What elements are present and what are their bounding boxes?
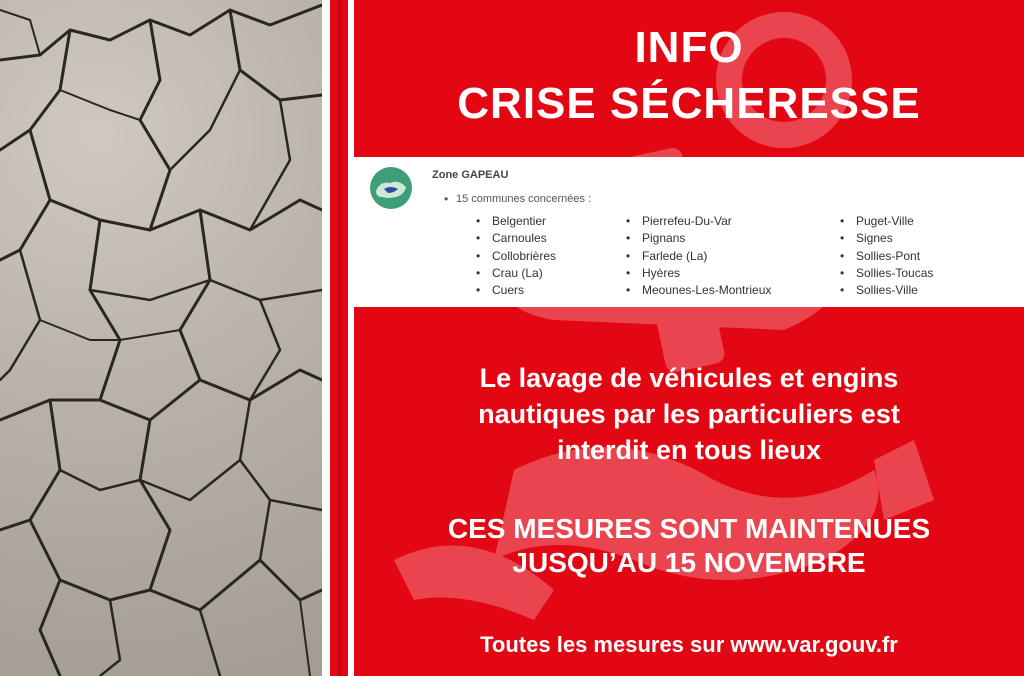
zone-map-logo-icon (370, 167, 412, 209)
commune-item: • Signes (840, 230, 933, 247)
zone-name: Zone GAPEAU (432, 169, 509, 181)
commune-item: • Farlede (La) (626, 248, 771, 265)
commune-item: • Hyères (626, 265, 771, 282)
commune-item: • Collobrières (476, 248, 556, 265)
commune-item: • Crau (La) (476, 265, 556, 282)
commune-item: • Carnoules (476, 230, 556, 247)
message-line-2: nautiques par les particuliers est (478, 399, 900, 429)
commune-item: • Meounes-Les-Montrieux (626, 282, 771, 299)
crack-lines (0, 0, 322, 676)
commune-item: • Puget-Ville (840, 213, 933, 230)
zone-info-box (354, 157, 1024, 307)
communes-column-3 (840, 213, 933, 299)
footer-link-text: Toutes les mesures sur www.var.gouv.fr (480, 632, 898, 657)
commune-item: • Cuers (476, 282, 556, 299)
commune-item: • Sollies-Toucas (840, 265, 933, 282)
message-line-1: Le lavage de véhicules et engins (479, 363, 899, 393)
commune-item: • Sollies-Pont (840, 248, 933, 265)
title-info: INFO (634, 23, 744, 72)
main-panel (354, 0, 1024, 676)
communes-column-1 (476, 213, 556, 299)
stripe-white-left (322, 0, 330, 676)
commune-item: • Belgentier (476, 213, 556, 230)
notice-line-2: JUSQU’AU 15 NOVEMBRE (512, 547, 866, 578)
commune-item: • Pignans (626, 230, 771, 247)
commune-item: • Pierrefeu-Du-Var (626, 213, 771, 230)
title-crisis: CRISE SÉCHERESSE (457, 79, 921, 128)
notice-line-1: CES MESURES SONT MAINTENUES (447, 513, 931, 544)
message-line-3: interdit en tous lieux (556, 435, 822, 465)
commune-item: • Sollies-Ville (840, 282, 933, 299)
communes-column-2 (626, 213, 771, 299)
communes-heading: • 15 communes concernées : (456, 193, 591, 205)
cracked-earth-photo (0, 0, 322, 676)
stripe-dark-red (338, 0, 342, 676)
